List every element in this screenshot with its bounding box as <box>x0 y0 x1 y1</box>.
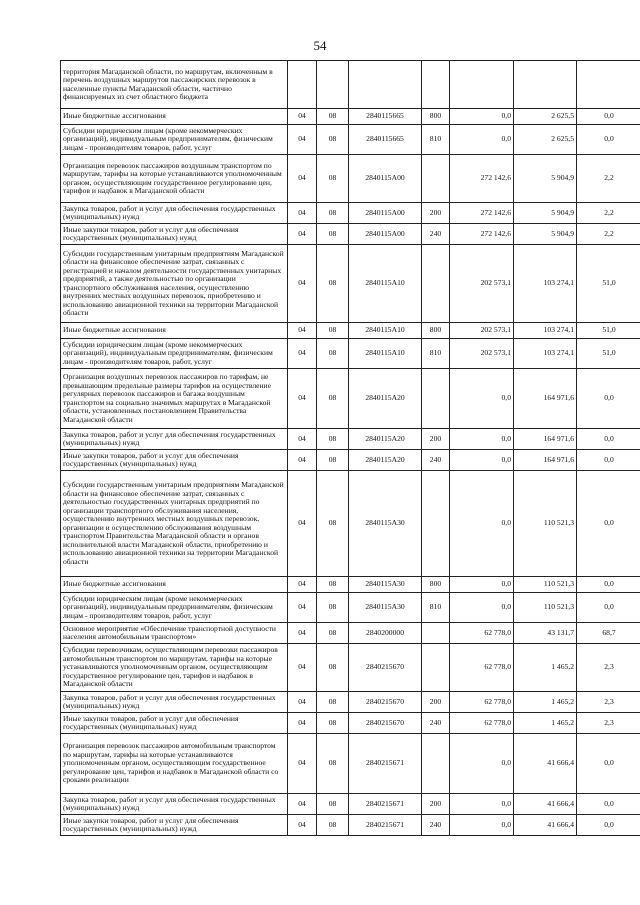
row-expense-type <box>422 471 450 577</box>
row-expense-type: 200 <box>422 794 450 815</box>
row-expense-type <box>422 644 450 692</box>
row-section: 04 <box>288 471 317 577</box>
row-subsection: 08 <box>317 692 349 713</box>
row-target-code: 2840200000 <box>349 623 422 644</box>
table-row <box>61 450 640 471</box>
table-row <box>61 713 640 734</box>
row-name: Субсидии государственным унитарным предприятиям Магаданской области на финансовое обеспечение затрат, связанных с регистрацией и началом деятельности государственных унитарных предприятий, а также деятельностью по организации транспортного обслуживания населения, осуществлению внутренних местных воздушных перевозок, приобретению и использованию авиационной техники на территории Магаданской области <box>61 245 288 323</box>
row-percent: 0,0 <box>577 815 640 836</box>
row-executed: 41 666,4 <box>514 815 577 836</box>
row-section: 04 <box>288 125 317 155</box>
row-name: Субсидии юридическим лицам (кроме некоммерческих организаций), индивидуальным предпринимателям, физическим лицам - производителям товаров, работ, услуг <box>61 339 288 369</box>
budget-table <box>60 60 640 836</box>
row-planned: 0,0 <box>450 450 514 471</box>
row-planned: 62 778,0 <box>450 623 514 644</box>
row-expense-type: 810 <box>422 593 450 623</box>
row-subsection: 08 <box>317 369 349 429</box>
row-name: Иные бюджетные ассигнования <box>61 109 288 125</box>
row-name: Основное мероприятие «Обеспечение транспортной доступности населения автомобильным транспортом» <box>61 623 288 644</box>
row-subsection: 08 <box>317 471 349 577</box>
row-percent: 0,0 <box>577 734 640 794</box>
row-target-code <box>349 61 422 109</box>
row-section: 04 <box>288 644 317 692</box>
row-target-code: 2840115A10 <box>349 323 422 339</box>
table-row <box>61 125 640 155</box>
table-row <box>61 369 640 429</box>
row-planned: 272 142,6 <box>450 203 514 224</box>
table-row <box>61 577 640 593</box>
table-row <box>61 155 640 203</box>
row-percent: 0,0 <box>577 125 640 155</box>
table-row <box>61 323 640 339</box>
row-subsection: 08 <box>317 734 349 794</box>
row-expense-type: 800 <box>422 323 450 339</box>
row-subsection <box>317 61 349 109</box>
row-percent: 0,0 <box>577 429 640 450</box>
row-subsection: 08 <box>317 109 349 125</box>
row-executed: 41 666,4 <box>514 794 577 815</box>
row-target-code: 2840115A10 <box>349 339 422 369</box>
row-section: 04 <box>288 794 317 815</box>
row-target-code: 2840115A20 <box>349 429 422 450</box>
row-planned: 0,0 <box>450 471 514 577</box>
table-row <box>61 61 640 109</box>
row-target-code: 2840215670 <box>349 713 422 734</box>
row-name: Иные бюджетные ассигнования <box>61 323 288 339</box>
row-planned: 62 778,0 <box>450 644 514 692</box>
table-row <box>61 692 640 713</box>
row-section: 04 <box>288 577 317 593</box>
row-target-code: 2840115A20 <box>349 450 422 471</box>
row-percent: 0,0 <box>577 369 640 429</box>
row-section: 04 <box>288 623 317 644</box>
row-executed: 110 521,3 <box>514 471 577 577</box>
row-name: Закупка товаров, работ и услуг для обеспечения государственных (муниципальных) нужд <box>61 692 288 713</box>
row-target-code: 2840115A00 <box>349 155 422 203</box>
row-subsection: 08 <box>317 577 349 593</box>
row-name: Закупка товаров, работ и услуг для обеспечения государственных (муниципальных) нужд <box>61 429 288 450</box>
row-subsection: 08 <box>317 203 349 224</box>
row-percent: 2,3 <box>577 692 640 713</box>
row-section: 04 <box>288 713 317 734</box>
row-planned: 202 573,1 <box>450 245 514 323</box>
row-name: Субсидии юридическим лицам (кроме некоммерческих организаций), индивидуальным предпринимателям, физическим лицам - производителям товаров, работ, услуг <box>61 125 288 155</box>
row-subsection: 08 <box>317 224 349 245</box>
table-row <box>61 815 640 836</box>
row-name: Организация воздушных перевозок пассажиров по тарифам, не превышающим предельные размеры тарифов на осуществление регулярных перевозок пассажиров и багажа воздушным транспортом на социально значимых маршрутах в Магаданской области, установленных постановлением Правительства Магаданской области <box>61 369 288 429</box>
row-expense-type: 200 <box>422 429 450 450</box>
row-percent: 51,0 <box>577 323 640 339</box>
row-executed: 103 274,1 <box>514 323 577 339</box>
row-executed: 41 666,4 <box>514 734 577 794</box>
row-executed: 1 465,2 <box>514 713 577 734</box>
row-name: Иные бюджетные ассигнования <box>61 577 288 593</box>
row-target-code: 2840115A00 <box>349 224 422 245</box>
row-target-code: 2840215671 <box>349 734 422 794</box>
row-target-code: 2840115A30 <box>349 471 422 577</box>
row-name: Субсидии перевозчикам, осуществляющим перевозки пассажиров автомобильным транспортом по маршрутам, тарифы на которые устанавливаются уполномоченным органом, осуществляющим государственное регулирование цен, тарифов и надбавок в Магаданской области <box>61 644 288 692</box>
row-percent: 0,0 <box>577 593 640 623</box>
row-section: 04 <box>288 203 317 224</box>
row-section: 04 <box>288 245 317 323</box>
row-executed: 43 131,7 <box>514 623 577 644</box>
row-planned: 272 142,6 <box>450 155 514 203</box>
row-expense-type <box>422 155 450 203</box>
row-executed: 1 465,2 <box>514 644 577 692</box>
row-target-code: 2840215670 <box>349 644 422 692</box>
row-subsection: 08 <box>317 815 349 836</box>
row-name: территория Магаданской области, по маршрутам, включенным в перечень воздушных маршрутов пассажирских перевозок в населенные пункты Магаданской области, частично финансируемых из счет областного бюджета <box>61 61 288 109</box>
row-executed: 5 904,9 <box>514 224 577 245</box>
row-expense-type <box>422 61 450 109</box>
row-percent <box>577 61 640 109</box>
row-section: 04 <box>288 593 317 623</box>
table-row <box>61 203 640 224</box>
row-planned: 62 778,0 <box>450 713 514 734</box>
row-percent: 2,3 <box>577 644 640 692</box>
row-executed: 1 465,2 <box>514 692 577 713</box>
row-subsection: 08 <box>317 245 349 323</box>
row-percent: 0,0 <box>577 577 640 593</box>
row-planned: 0,0 <box>450 429 514 450</box>
row-percent: 2,3 <box>577 713 640 734</box>
table-row <box>61 734 640 794</box>
table-row <box>61 794 640 815</box>
row-expense-type: 240 <box>422 224 450 245</box>
row-subsection: 08 <box>317 323 349 339</box>
row-target-code: 2840115A30 <box>349 593 422 623</box>
row-name: Организация перевозок пассажиров воздушным транспортом по маршрутам, тарифы на которые устанавливаются уполномоченным органом, осуществляющим государственное регулирование цен, тарифов и надбавок в Магаданской области <box>61 155 288 203</box>
row-percent: 2,2 <box>577 203 640 224</box>
row-percent: 0,0 <box>577 471 640 577</box>
row-executed <box>514 61 577 109</box>
row-section: 04 <box>288 369 317 429</box>
row-section: 04 <box>288 224 317 245</box>
row-expense-type: 240 <box>422 450 450 471</box>
row-percent: 0,0 <box>577 450 640 471</box>
row-section: 04 <box>288 155 317 203</box>
row-section: 04 <box>288 692 317 713</box>
row-planned: 0,0 <box>450 815 514 836</box>
row-planned <box>450 61 514 109</box>
row-percent: 0,0 <box>577 794 640 815</box>
row-executed: 164 971,6 <box>514 369 577 429</box>
table-row <box>61 109 640 125</box>
row-target-code: 2840115A10 <box>349 245 422 323</box>
row-expense-type: 240 <box>422 815 450 836</box>
row-executed: 110 521,3 <box>514 593 577 623</box>
row-executed: 5 904,9 <box>514 203 577 224</box>
row-percent: 51,0 <box>577 245 640 323</box>
row-name: Субсидии юридическим лицам (кроме некоммерческих организаций), индивидуальным предпринимателям, физическим лицам - производителям товаров, работ, услуг <box>61 593 288 623</box>
row-percent: 51,0 <box>577 339 640 369</box>
row-executed: 164 971,6 <box>514 450 577 471</box>
row-executed: 103 274,1 <box>514 245 577 323</box>
row-subsection: 08 <box>317 644 349 692</box>
row-planned: 0,0 <box>450 125 514 155</box>
table-row <box>61 429 640 450</box>
table-row <box>61 224 640 245</box>
row-subsection: 08 <box>317 623 349 644</box>
table-row <box>61 623 640 644</box>
row-subsection: 08 <box>317 794 349 815</box>
row-planned: 62 778,0 <box>450 692 514 713</box>
row-subsection: 08 <box>317 339 349 369</box>
row-executed: 164 971,6 <box>514 429 577 450</box>
row-planned: 0,0 <box>450 593 514 623</box>
row-target-code: 2840115A20 <box>349 369 422 429</box>
row-planned: 0,0 <box>450 577 514 593</box>
row-planned: 272 142,6 <box>450 224 514 245</box>
table-row <box>61 593 640 623</box>
row-expense-type: 810 <box>422 339 450 369</box>
row-executed: 2 625,5 <box>514 109 577 125</box>
row-expense-type <box>422 245 450 323</box>
row-planned: 0,0 <box>450 734 514 794</box>
row-name: Закупка товаров, работ и услуг для обеспечения государственных (муниципальных) нужд <box>61 203 288 224</box>
row-section: 04 <box>288 339 317 369</box>
row-target-code: 2840115665 <box>349 125 422 155</box>
row-percent: 68,7 <box>577 623 640 644</box>
row-expense-type: 800 <box>422 109 450 125</box>
row-name: Иные закупки товаров, работ и услуг для обеспечения государственных (муниципальных) нужд <box>61 815 288 836</box>
row-subsection: 08 <box>317 429 349 450</box>
row-expense-type: 240 <box>422 713 450 734</box>
row-expense-type <box>422 734 450 794</box>
row-target-code: 2840215671 <box>349 794 422 815</box>
row-section <box>288 61 317 109</box>
row-target-code: 2840215671 <box>349 815 422 836</box>
row-expense-type <box>422 369 450 429</box>
row-target-code: 2840115A30 <box>349 577 422 593</box>
row-name: Иные закупки товаров, работ и услуг для обеспечения государственных (муниципальных) нужд <box>61 450 288 471</box>
row-percent: 0,0 <box>577 109 640 125</box>
row-subsection: 08 <box>317 450 349 471</box>
row-section: 04 <box>288 109 317 125</box>
row-subsection: 08 <box>317 713 349 734</box>
table-body <box>61 61 640 836</box>
table-row <box>61 471 640 577</box>
table-row <box>61 644 640 692</box>
row-section: 04 <box>288 450 317 471</box>
row-expense-type: 200 <box>422 692 450 713</box>
row-target-code: 2840115A00 <box>349 203 422 224</box>
row-planned: 0,0 <box>450 109 514 125</box>
table-row <box>61 339 640 369</box>
row-expense-type: 810 <box>422 125 450 155</box>
row-expense-type <box>422 623 450 644</box>
row-target-code: 2840115665 <box>349 109 422 125</box>
row-subsection: 08 <box>317 155 349 203</box>
row-section: 04 <box>288 429 317 450</box>
row-target-code: 2840215670 <box>349 692 422 713</box>
row-percent: 2,2 <box>577 224 640 245</box>
row-subsection: 08 <box>317 593 349 623</box>
row-name: Иные закупки товаров, работ и услуг для обеспечения государственных (муниципальных) нужд <box>61 713 288 734</box>
row-planned: 202 573,1 <box>450 323 514 339</box>
row-executed: 110 521,3 <box>514 577 577 593</box>
row-percent: 2,2 <box>577 155 640 203</box>
row-section: 04 <box>288 734 317 794</box>
row-name: Субсидии государственным унитарным предприятиям Магаданской области на финансовое обеспечение затрат, связанных с деятельностью государственных унитарных предприятий по организации транспортного обслуживания населения, осуществлению внутренних местных воздушных перевозок, организации и осуществлению обслуживания воздушным транспортом Правительства Магаданской области и органов исполнительной власти Магаданской области, приобретению и использованию авиационной техники на территории Магаданской области <box>61 471 288 577</box>
row-name: Иные закупки товаров, работ и услуг для обеспечения государственных (муниципальных) нужд <box>61 224 288 245</box>
row-expense-type: 200 <box>422 203 450 224</box>
row-planned: 0,0 <box>450 369 514 429</box>
row-expense-type: 800 <box>422 577 450 593</box>
row-executed: 2 625,5 <box>514 125 577 155</box>
page-number: 54 <box>313 38 327 53</box>
row-subsection: 08 <box>317 125 349 155</box>
row-executed: 103 274,1 <box>514 339 577 369</box>
row-planned: 202 573,1 <box>450 339 514 369</box>
row-name: Закупка товаров, работ и услуг для обеспечения государственных (муниципальных) нужд <box>61 794 288 815</box>
row-section: 04 <box>288 323 317 339</box>
row-planned: 0,0 <box>450 794 514 815</box>
table-row <box>61 245 640 323</box>
row-executed: 5 904,9 <box>514 155 577 203</box>
row-section: 04 <box>288 815 317 836</box>
row-name: Организация перевозок пассажиров автомобильным транспортом по маршрутам, тарифы на которые устанавливаются уполномоченным органом, осуществляющим государственное регулирование цен, тарифов и надбавок в Магаданской области со сроками реализации <box>61 734 288 794</box>
